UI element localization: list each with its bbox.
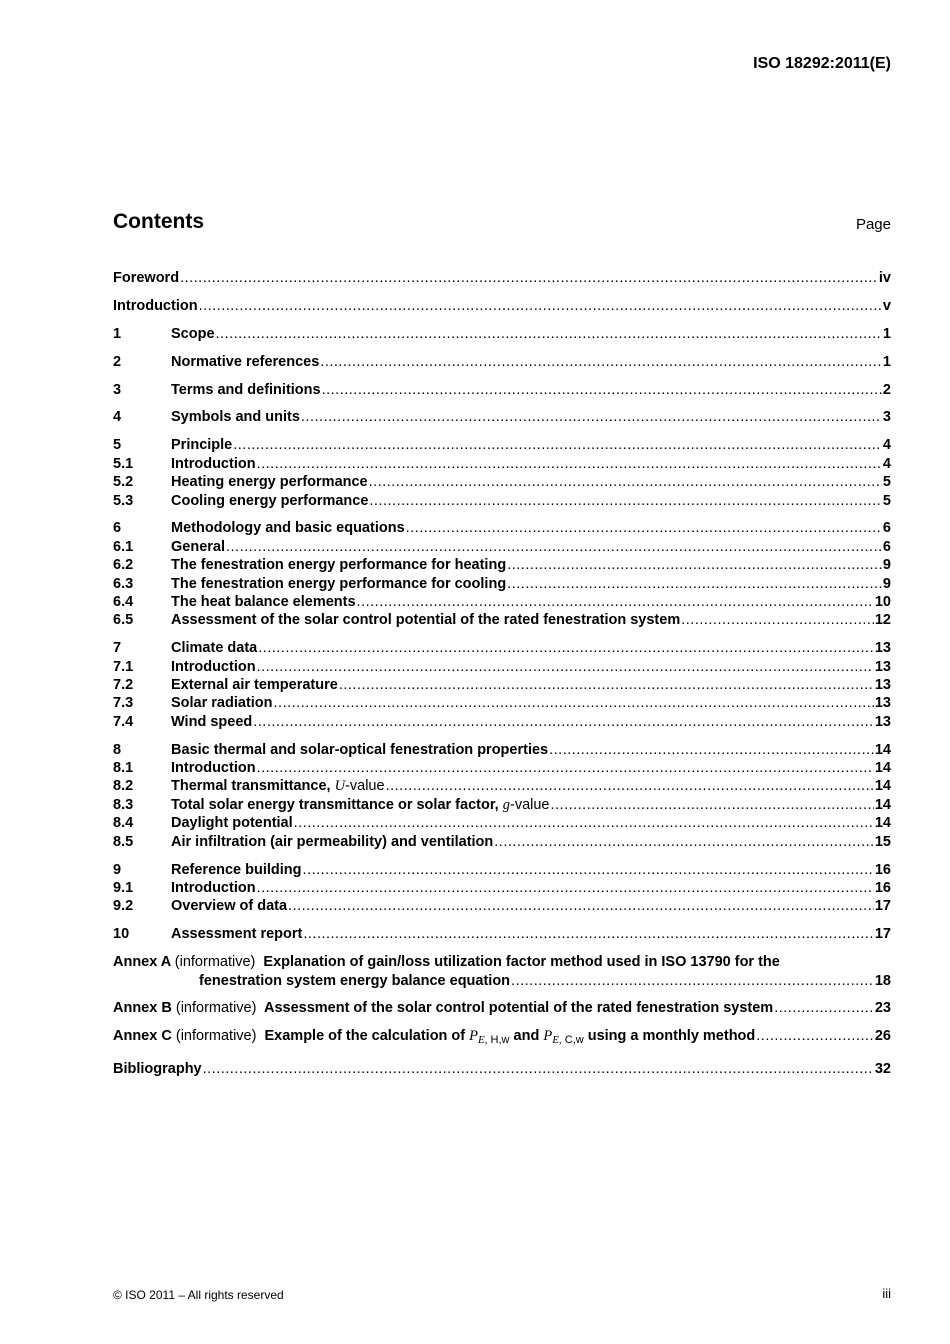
toc-entry-9-2[interactable]: 9.2 Overview of data ..... 17 [113, 897, 891, 915]
toc-entry-6-3[interactable]: 6.3 The fenestration energy performance for cooling ..... 9 [113, 575, 891, 593]
page-column-label: Page [855, 216, 891, 233]
contents-heading: Contents [113, 210, 204, 233]
toc-entry-6[interactable]: 6 Methodology and basic equations ..... 6 [113, 519, 891, 537]
toc-entry-5-1[interactable]: 5.1 Introduction ..... 4 [113, 455, 891, 473]
toc-entry-8-5[interactable]: 8.5 Air infiltration (air permeability) and ventilation ..... 15 [113, 833, 891, 851]
toc-entry-7-4[interactable]: 7.4 Wind speed ..... 13 [113, 713, 891, 731]
toc-entry-5[interactable]: 5 Principle ..... 4 [113, 436, 891, 454]
toc-entry-7[interactable]: 7 Climate data ..... 13 [113, 639, 891, 657]
toc-entry-5-3[interactable]: 5.3 Cooling energy performance ..... 5 [113, 492, 891, 510]
toc-entry-9[interactable]: 9 Reference building ..... 16 [113, 861, 891, 879]
toc-entry-3[interactable]: 3 Terms and definitions ..... 2 [113, 381, 891, 399]
toc-entry-7-3[interactable]: 7.3 Solar radiation ..... 13 [113, 694, 891, 712]
toc-entry-8-1[interactable]: 8.1 Introduction ..... 14 [113, 759, 891, 777]
toc-entry-1[interactable]: 1 Scope ..... 1 [113, 325, 891, 343]
toc-entry-7-1[interactable]: 7.1 Introduction ..... 13 [113, 658, 891, 676]
toc-entry-6-4[interactable]: 6.4 The heat balance elements ..... 10 [113, 593, 891, 611]
document-id: ISO 18292:2011(E) [753, 55, 891, 72]
toc-entry-8-2[interactable]: 8.2 Thermal transmittance, U-value ..... 14 [113, 777, 891, 795]
toc-entry-5-2[interactable]: 5.2 Heating energy performance ..... 5 [113, 473, 891, 491]
toc-entry-6-1[interactable]: 6.1 General ..... 6 [113, 538, 891, 556]
toc-entry-8[interactable]: 8 Basic thermal and solar-optical fenestration properties ..... 14 [113, 741, 891, 759]
copyright-notice: © ISO 2011 – All rights reserved [113, 1288, 284, 1302]
toc-entry-6-5[interactable]: 6.5 Assessment of the solar control potential of the rated fenestration system ..... 12 [113, 611, 891, 629]
toc-entry-bibliography[interactable]: Bibliography ..... 32 [113, 1060, 891, 1078]
page-number: iii [882, 1286, 891, 1301]
toc-entry-10[interactable]: 10 Assessment report ..... 17 [113, 925, 891, 943]
toc-entry-annex-a[interactable]: Annex A (informative) Explanation of gain/loss utilization factor method used in ISO 13790 for the fenestration system energy balance equation ..... 18 [113, 953, 891, 990]
toc-entry-8-4[interactable]: 8.4 Daylight potential ..... 14 [113, 814, 891, 832]
toc-entry-annex-b[interactable]: Annex B (informative) Assessment of the solar control potential of the rated fenestration system ..... 23 [113, 999, 891, 1017]
toc-entry-6-2[interactable]: 6.2 The fenestration energy performance for heating ..... 9 [113, 556, 891, 574]
toc-entry-2[interactable]: 2 Normative references ..... 1 [113, 353, 891, 371]
toc-entry-introduction[interactable]: Introduction ..... v [113, 297, 891, 315]
toc-entry-4[interactable]: 4 Symbols and units ..... 3 [113, 408, 891, 426]
toc-entry-7-2[interactable]: 7.2 External air temperature ..... 13 [113, 676, 891, 694]
toc-entry-annex-c[interactable]: Annex C (informative) Example of the calculation of $P_{E, H,w}$ and $P_{E, C,w}$ using a monthly method ..... 26 [113, 1027, 891, 1045]
toc-entry-foreword[interactable]: Foreword ..... iv [113, 269, 891, 287]
toc-entry-9-1[interactable]: 9.1 Introduction ..... 16 [113, 879, 891, 897]
table-of-contents [113, 269, 891, 1078]
toc-entry-8-3[interactable]: 8.3 Total solar energy transmittance or solar factor, g-value ..... 14 [113, 796, 891, 814]
